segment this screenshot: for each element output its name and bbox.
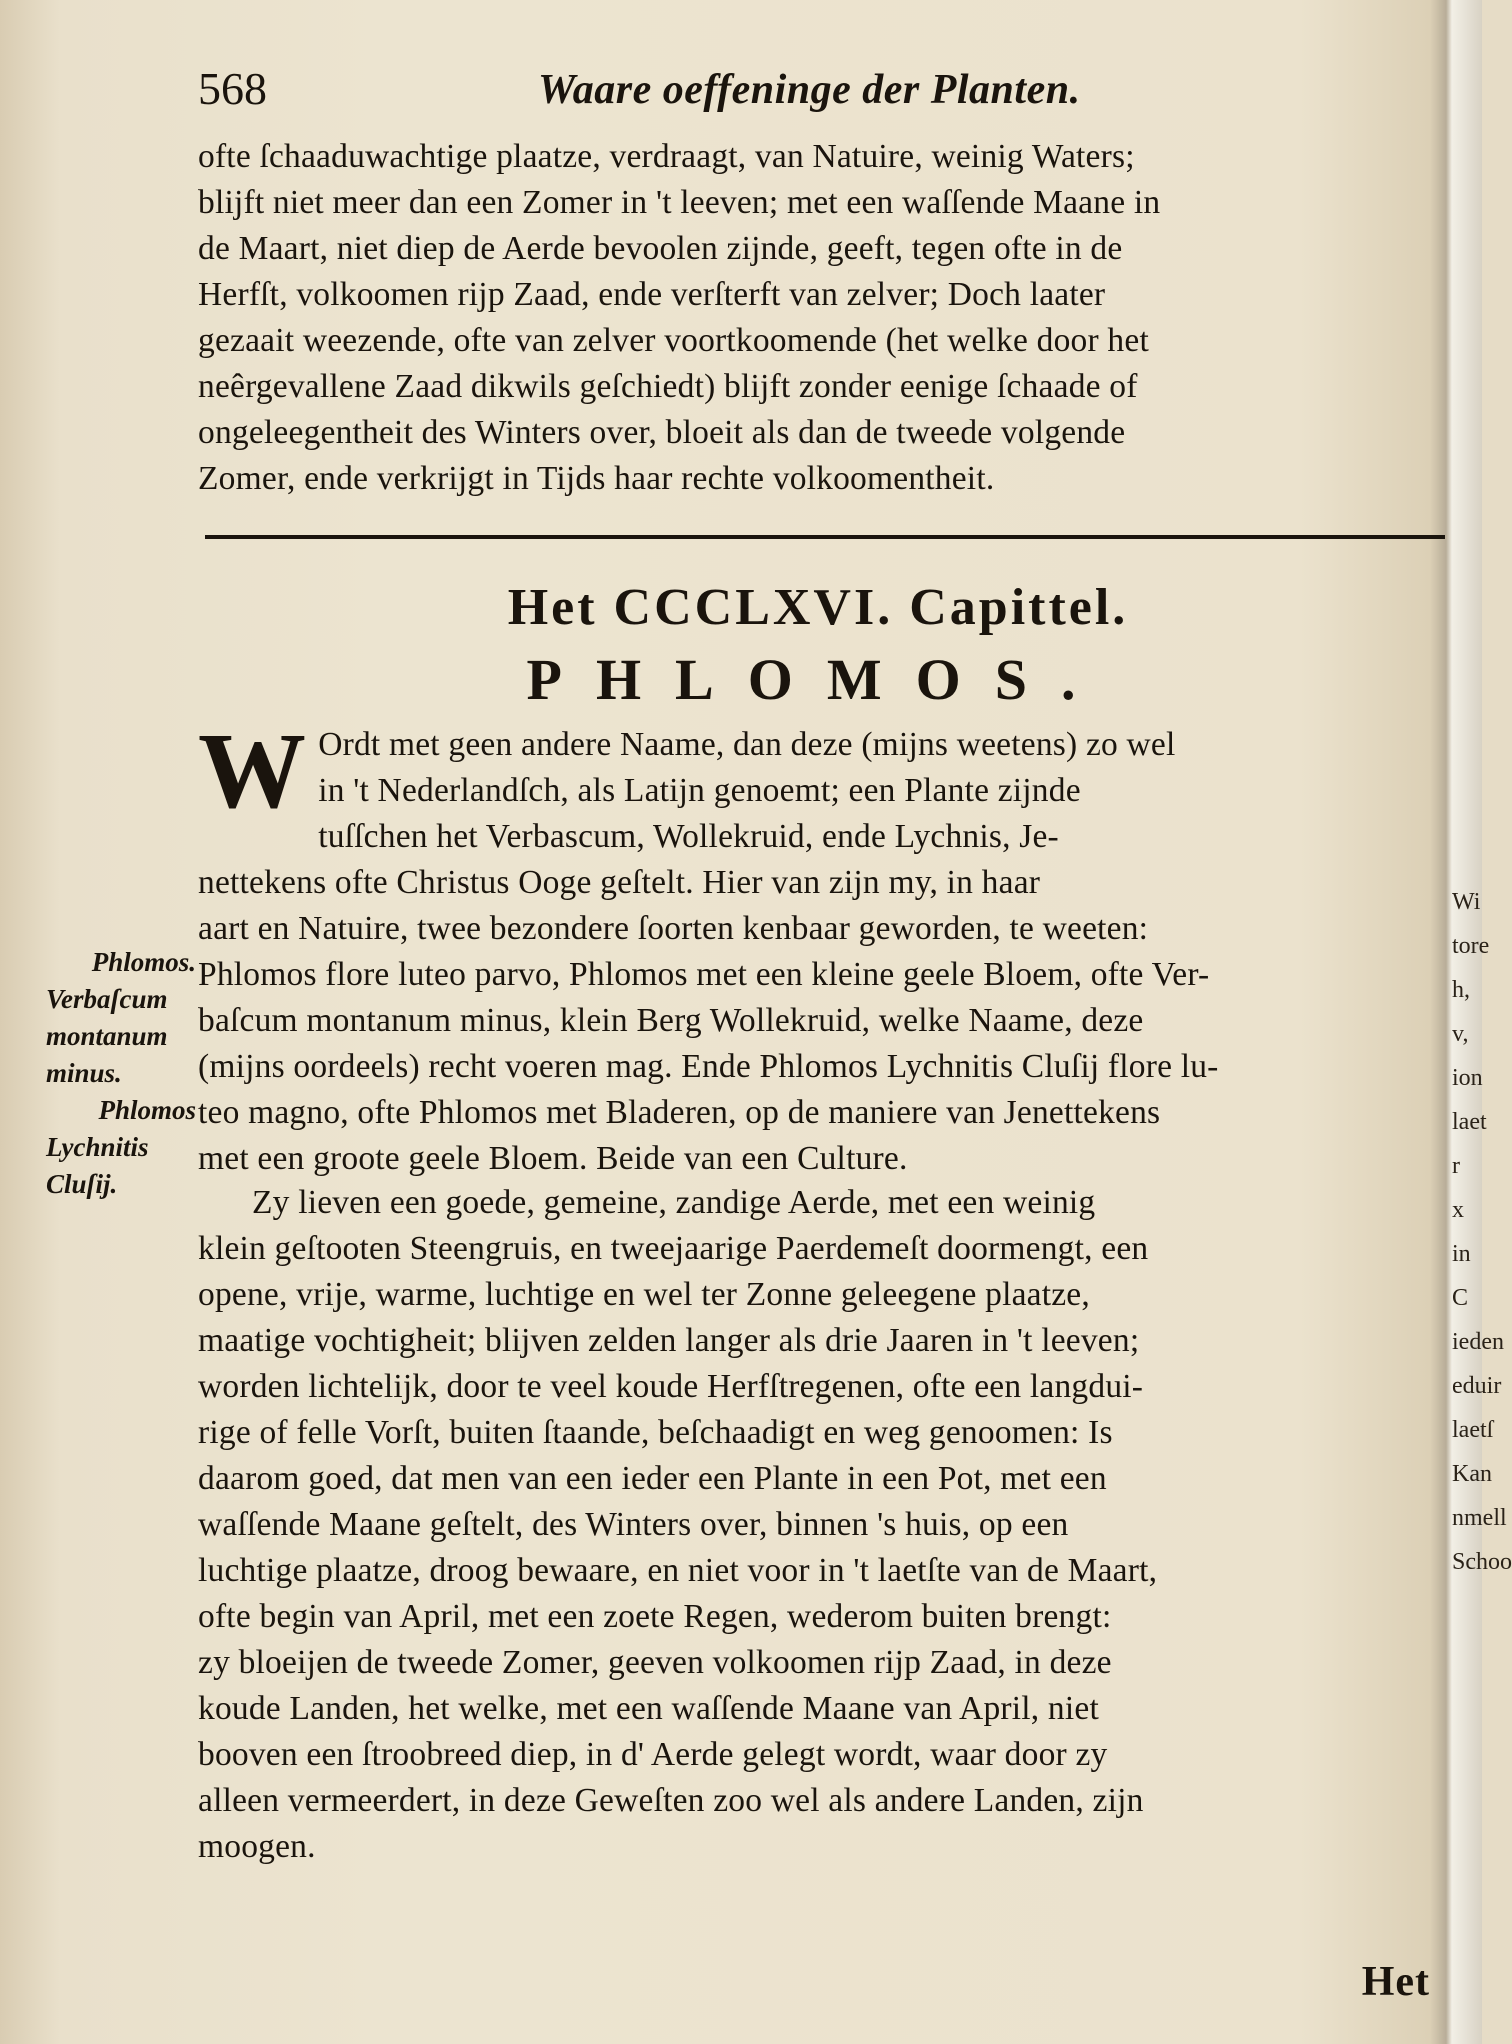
text-line: maatige vochtigheit; blijven zelden langer als drie Jaaren in 't leeven; — [198, 1322, 1140, 1359]
edge-fragment: in C — [1452, 1241, 1471, 1311]
running-title: Waare oeffeninge der Planten. — [538, 67, 1081, 113]
text-line: Zomer, ende verkrijgt in Tijds haar rechte volkoomentheit. — [198, 460, 995, 497]
text-line: Herfſt, volkoomen rijp Zaad, ende verſterft van zelver; Doch laater — [198, 276, 1106, 313]
text-line: opene, vrije, warme, luchtige en wel ter Zonne geleegene plaatze, — [198, 1276, 1090, 1313]
text-line: worden lichtelijk, door te veel koude Herfſtregenen, ofte een langdui- — [198, 1368, 1144, 1405]
text-line: neêrgevallene Zaad dikwils geſchiedt) blijft zonder eenige ſchaade of — [198, 368, 1138, 405]
edge-fragment: Kan — [1452, 1461, 1492, 1487]
margin-note: Cluſij. — [46, 1169, 118, 1199]
adjacent-page-edge — [1452, 880, 1512, 1930]
text-line: in 't Nederlandſch, als Latijn genoemt; een Plante zijnde — [318, 772, 1081, 809]
text-line: gezaait weezende, ofte van zelver voortkoomende (het welke door het — [198, 322, 1149, 359]
edge-fragment: nmell — [1452, 1505, 1507, 1531]
edge-fragment: Schoo — [1452, 1549, 1512, 1575]
text-line: booven een ſtroobreed diep, in d' Aerde gelegt wordt, waar door zy — [198, 1736, 1108, 1773]
edge-fragment: laetſ — [1452, 1417, 1494, 1443]
text-line: Ordt met geen andere Naame, dan deze (mijns weetens) zo wel — [318, 726, 1176, 763]
paragraph-intro — [198, 712, 1438, 1182]
edge-fragment: ion — [1452, 1065, 1483, 1091]
margin-note: Phlomos. — [91, 947, 196, 977]
text-line: baſcum montanum minus, klein Berg Wollekruid, welke Naame, deze — [198, 1002, 1144, 1039]
text-line: ofte ſchaaduwachtige plaatze, verdraagt, van Natuire, weinig Waters; — [198, 138, 1135, 175]
chapter-title: PHLOMOS. — [526, 647, 1110, 712]
text-line: klein geſtooten Steengruis, en tweejaarige Paerdemeſt doormengt, een — [198, 1230, 1149, 1267]
text-line: (mijns oordeels) recht voeren mag. Ende Phlomos Lychnitis Cluſij flore lu- — [198, 1048, 1219, 1085]
text-line: daarom goed, dat men van een ieder een Plante in een Pot, met een — [198, 1460, 1107, 1497]
edge-fragment: v, — [1452, 1021, 1469, 1047]
text-line: luchtige plaatze, droog bewaare, en niet voor in 't laetſte van de Maart, — [198, 1552, 1158, 1589]
text-line: blijft niet meer dan een Zomer in 't leeven; met een waſſende Maane in — [198, 184, 1161, 221]
margin-note: montanum — [46, 1021, 168, 1051]
text-line: tuſſchen het Verbascum, Wollekruid, ende Lychnis, Je- — [318, 818, 1059, 855]
paragraph-continued — [198, 134, 1438, 502]
edge-fragment: laet — [1452, 1109, 1487, 1135]
text-line: rige of felle Vorſt, buiten ſtaande, beſchaadigt en weg genoomen: Is — [198, 1414, 1113, 1451]
edge-fragment: h, — [1452, 977, 1470, 1003]
page-number: 568 — [198, 63, 267, 114]
catchword: Het — [1361, 1959, 1430, 2005]
text-line: ofte begin van April, met een zoete Regen, wederom buiten brengt: — [198, 1598, 1112, 1635]
text-line: met een groote geele Bloem. Beide van een Culture. — [198, 1140, 908, 1177]
drop-cap: W — [198, 712, 307, 831]
edge-fragment: x — [1452, 1197, 1464, 1223]
margin-notes — [46, 944, 196, 1203]
page-header — [198, 62, 1438, 122]
edge-fragment: ieden — [1452, 1329, 1504, 1355]
edge-fragment: tore — [1452, 933, 1490, 959]
edge-fragment: Wi — [1452, 889, 1481, 915]
text-line: alleen vermeerdert, in deze Geweſten zoo wel als andere Landen, zijn — [198, 1782, 1144, 1819]
text-line: de Maart, niet diep de Aerde bevoolen zijnde, geeft, tegen ofte in de — [198, 230, 1123, 267]
text-line: zy bloeijen de tweede Zomer, geeven volkoomen rijp Zaad, in deze — [198, 1644, 1112, 1681]
text-line: aart en Natuire, twee bezondere ſoorten kenbaar geworden, te weeten: — [198, 910, 1149, 947]
chapter-heading: Het CCCLXVI. Capittel. — [507, 579, 1129, 636]
section-divider — [205, 535, 1445, 539]
text-line: koude Landen, het welke, met een waſſende Maane van April, niet — [198, 1690, 1099, 1727]
text-line: ongeleegentheit des Winters over, bloeit als dan de tweede volgende — [198, 414, 1126, 451]
text-line: waſſende Maane geſtelt, des Winters over, binnen 's huis, op een — [198, 1506, 1069, 1543]
margin-note: Lychnitis — [46, 1132, 149, 1162]
edge-fragment: r — [1452, 1153, 1460, 1179]
text-line: Phlomos flore luteo parvo, Phlomos met een kleine geele Bloem, ofte Ver- — [198, 956, 1210, 993]
text-line: moogen. — [198, 1828, 316, 1865]
text-line: teo magno, ofte Phlomos met Bladeren, op de maniere van Jenettekens — [198, 1094, 1161, 1131]
margin-note: minus. — [46, 1058, 122, 1088]
edge-fragment: eduir — [1452, 1373, 1502, 1399]
paragraph-culture — [198, 1180, 1438, 1870]
margin-note: Verbaſcum — [46, 984, 168, 1014]
text-line: nettekens ofte Christus Ooge geſtelt. Hier van zijn my, in haar — [198, 864, 1041, 901]
margin-note: Phlomos — [98, 1095, 196, 1125]
text-line: Zy lieven een goede, gemeine, zandige Aerde, met een weinig — [252, 1184, 1096, 1221]
